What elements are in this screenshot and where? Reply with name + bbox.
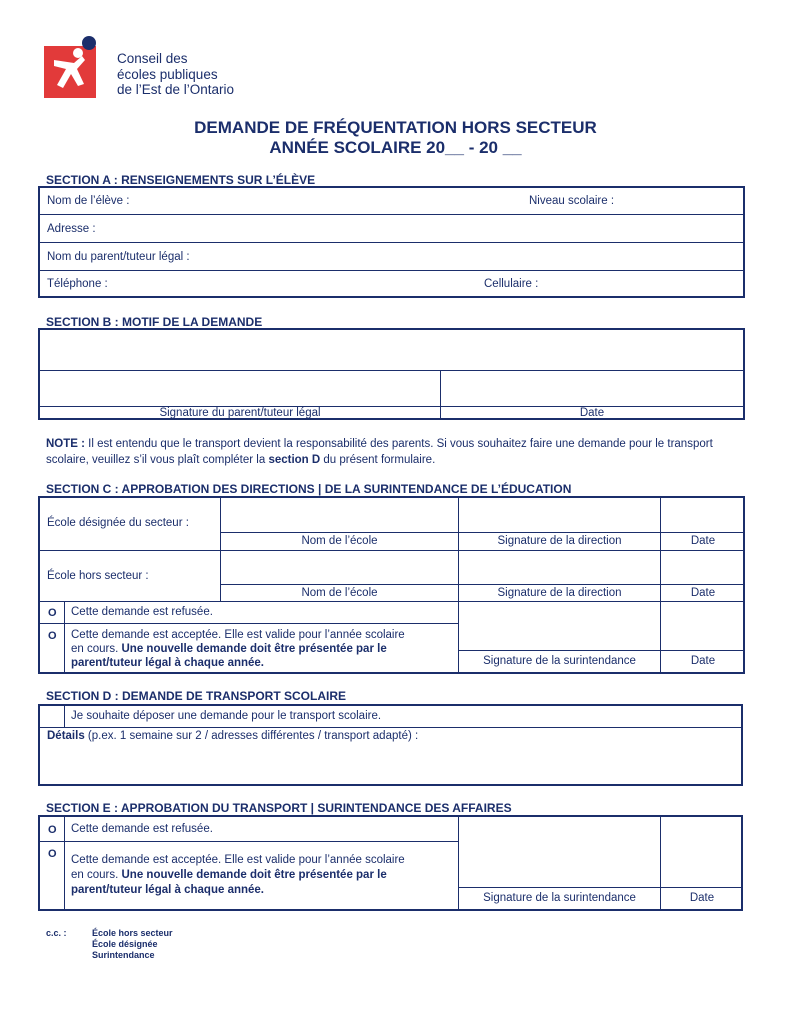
refused-label: Cette demande est refusée. [71, 823, 213, 835]
parent-signature-label: Signature du parent/tuteur légal [159, 407, 321, 419]
cc-item: École hors secteur [92, 928, 173, 938]
cc-label: c.c. : [46, 928, 67, 938]
parent-name-label: Nom du parent/tuteur légal : [47, 251, 190, 263]
accepted-line-2 [71, 869, 387, 881]
accepted-line-3: parent/tuteur légal à chaque année. [71, 657, 264, 669]
accepted-line-2 [71, 643, 387, 655]
logo [44, 36, 114, 100]
details-label [47, 730, 418, 742]
transport-request-label: Je souhaite déposer une demande pour le transport scolaire. [71, 710, 382, 722]
cellphone-label: Cellulaire : [484, 278, 539, 290]
accepted-bold-text: Une nouvelle demande doit être présentée par le [121, 869, 387, 881]
date-label: Date [690, 587, 716, 599]
transport-note [46, 436, 746, 468]
note-label: NOTE : [46, 438, 85, 450]
principal-signature-label: Signature de la direction [497, 587, 622, 599]
school-name-label: Nom de l’école [301, 587, 378, 599]
section-c-heading: SECTION C : APPROBATION DES DIRECTIONS | DE LA SURINTENDANCE DE L’ÉDUCATION [46, 482, 572, 496]
superintendent-signature-label: Signature de la surintendance [483, 892, 636, 904]
section-e-table [38, 815, 743, 911]
details-label-bold: Détails [47, 730, 85, 742]
transport-checkbox[interactable] [64, 706, 65, 727]
note-text-1: Il est entendu que le transport devient la responsabilité des parents. Si vous souhaitez faire une demande pour le transport scolaire, veuillez s’il vous plaît compléter la [46, 438, 713, 466]
date-label: Date [690, 655, 716, 667]
cc-item: Surintendance [92, 950, 155, 960]
accepted-line-3: parent/tuteur légal à chaque année. [71, 884, 264, 896]
phone-label: Téléphone : [47, 278, 108, 290]
refused-radio[interactable]: O [48, 607, 57, 619]
section-e-heading: SECTION E : APPROBATION DU TRANSPORT | SURINTENDANCE DES AFFAIRES [46, 801, 512, 815]
school-year-title: ANNÉE SCOLAIRE 20__ - 20 __ [269, 138, 522, 157]
section-b-table [38, 328, 745, 420]
accepted-bold-text: Une nouvelle demande doit être présentée par le [121, 643, 387, 655]
school-name-label: Nom de l’école [301, 535, 378, 547]
date-label: Date [579, 407, 605, 419]
address-label: Adresse : [47, 223, 96, 235]
logo-line-2: écoles publiques [117, 66, 218, 82]
date-label: Date [689, 892, 715, 904]
logo-mark-icon [44, 36, 114, 100]
section-c-table [38, 496, 745, 674]
logo-text [117, 51, 234, 98]
principal-signature-label: Signature de la direction [497, 535, 622, 547]
section-d-table [38, 704, 743, 786]
student-name-label: Nom de l’élève : [47, 195, 130, 207]
cc-list [92, 928, 173, 961]
details-label-text: (p.ex. 1 semaine sur 2 / adresses différentes / transport adapté) : [84, 730, 419, 742]
accepted-text: en cours. [71, 869, 122, 881]
refused-label: Cette demande est refusée. [71, 606, 213, 618]
logo-line-1: Conseil des [117, 51, 188, 66]
grade-level-label: Niveau scolaire : [529, 195, 615, 207]
section-d-heading: SECTION D : DEMANDE DE TRANSPORT SCOLAIRE [46, 689, 347, 703]
logo-line-3: de l’Est de l’Ontario [117, 82, 235, 97]
accepted-radio[interactable]: O [48, 630, 57, 642]
form-title: DEMANDE DE FRÉQUENTATION HORS SECTEUR [194, 118, 597, 137]
out-of-area-school-label: École hors secteur : [47, 570, 149, 582]
section-b-heading: SECTION B : MOTIF DE LA DEMANDE [46, 315, 263, 329]
section-a-table [38, 186, 745, 298]
note-text-2: du présent formulaire. [320, 454, 436, 466]
superintendent-signature-label: Signature de la surintendance [483, 655, 636, 667]
accepted-line-1: Cette demande est acceptée. Elle est valide pour l’année scolaire [71, 629, 405, 641]
date-label: Date [690, 535, 716, 547]
note-section-ref: section D [268, 454, 321, 466]
accepted-text: en cours. [71, 643, 122, 655]
cc-item: École désignée [92, 939, 158, 949]
accepted-radio[interactable]: O [48, 848, 57, 860]
designated-school-label: École désignée du secteur : [47, 517, 189, 529]
section-a-heading: SECTION A : RENSEIGNEMENTS SUR L’ÉLÈVE [46, 173, 316, 187]
refused-radio[interactable]: O [48, 824, 57, 836]
accepted-line-1: Cette demande est acceptée. Elle est valide pour l’année scolaire [71, 854, 405, 866]
reason-field[interactable] [38, 370, 745, 371]
